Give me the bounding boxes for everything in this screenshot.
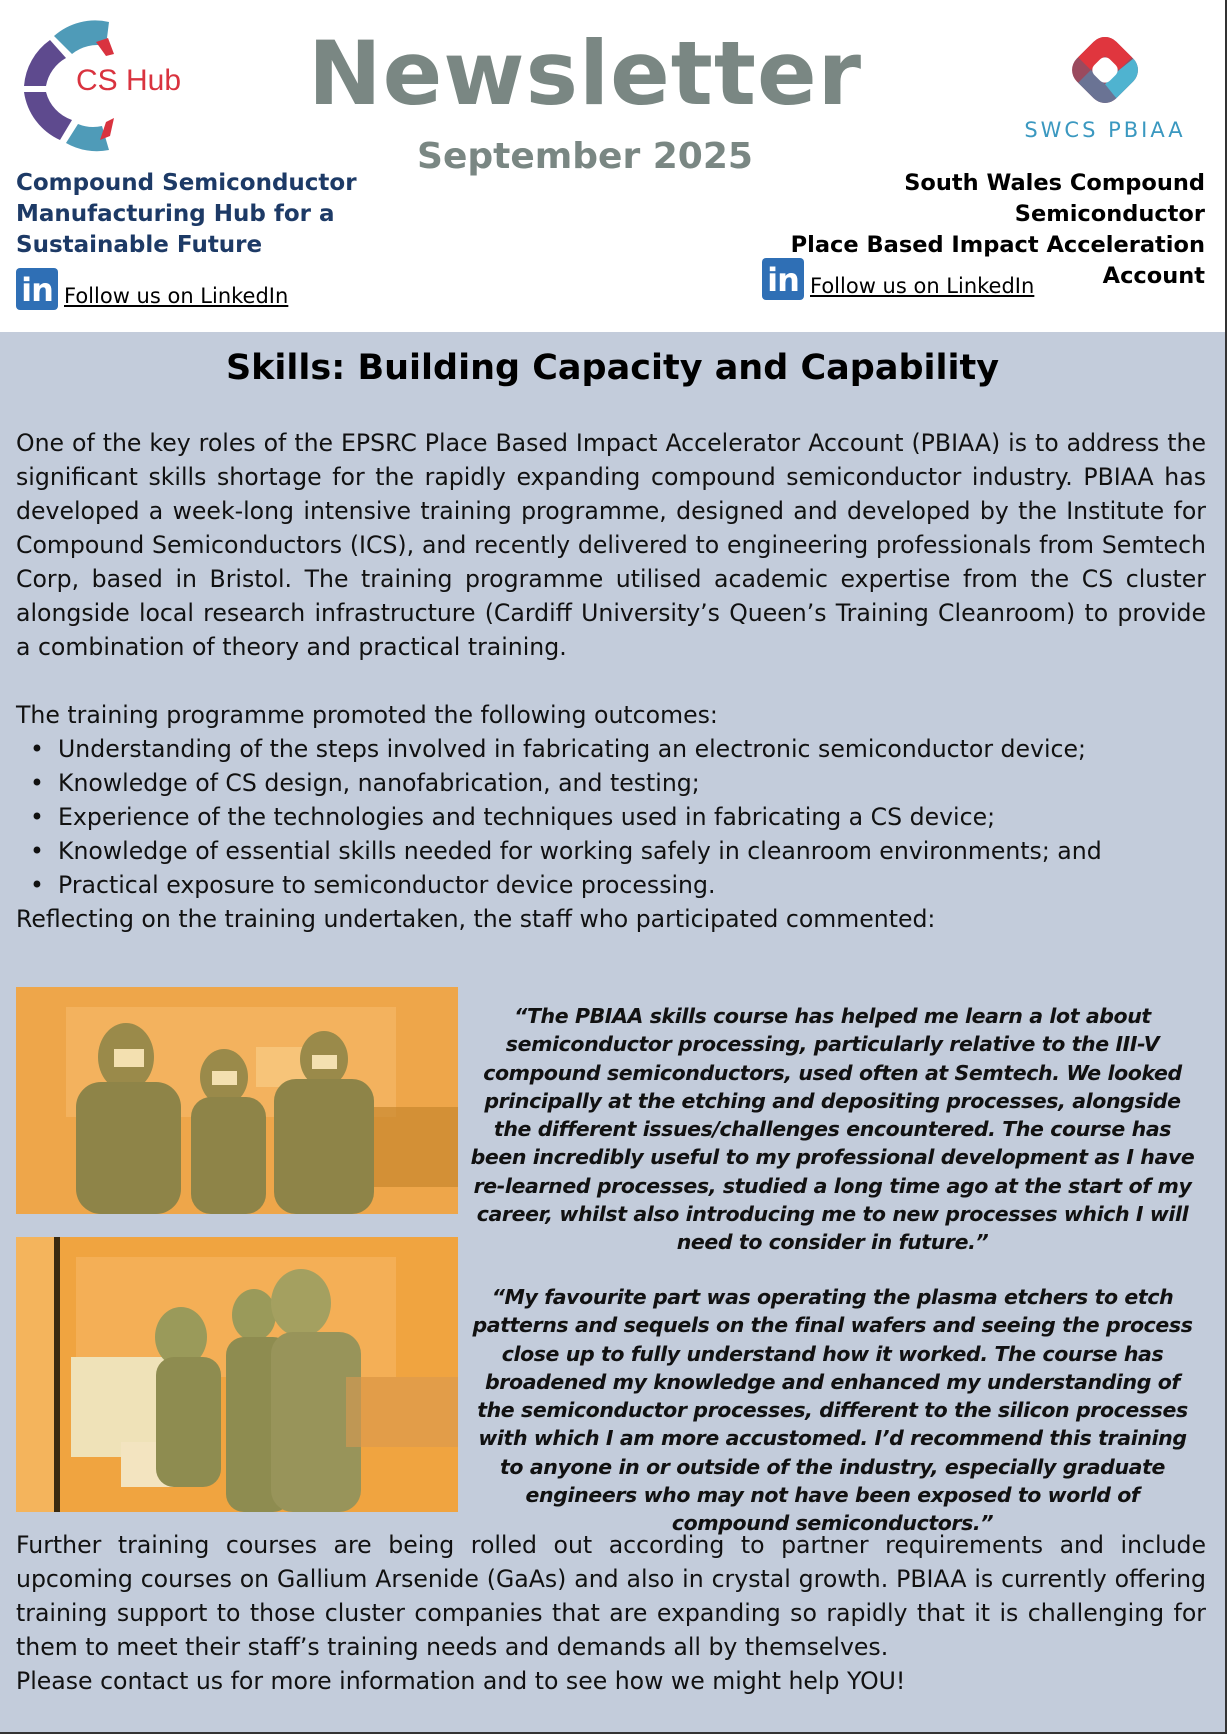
pbiaa-org-name-line: Account — [1102, 263, 1205, 289]
cs-hub-org-name: Compound Semiconductor Manufacturing Hub for a Sustainable Future — [16, 170, 357, 258]
outcomes-list — [16, 732, 1206, 902]
article-title: Skills: Building Capacity and Capability — [225, 348, 1000, 388]
cs-hub-linkedin-link[interactable] — [16, 268, 288, 310]
article-section — [0, 332, 1225, 1734]
cleanroom-photo-illustration — [16, 1237, 458, 1512]
reflection-intro: Reflecting on the training undertaken, the staff who participated commented: — [16, 905, 936, 933]
pbiaa-linkedin-link[interactable] — [762, 258, 1034, 300]
cs-hub-logo — [14, 16, 194, 156]
linkedin-icon: in — [16, 268, 58, 310]
outcome-item: • Experience of the technologies and techniques used in fabricating a CS device; — [16, 800, 1206, 834]
pbiaa-diamond-icon — [1060, 30, 1150, 110]
swcs-pbiaa-logo-text: SWCS PBIAA — [1024, 118, 1186, 142]
newsletter-date: September 2025 — [417, 136, 753, 177]
outcome-item: • Practical exposure to semiconductor device processing. — [16, 868, 1206, 902]
cleanroom-photo-group — [16, 987, 458, 1214]
article-intro-paragraph: One of the key roles of the EPSRC Place Based Impact Accelerator Account (PBIAA) is to address the significant skills shortage for the rapidly expanding compound semiconductor industry. PBIAA has developed a week-long intensive training programme, designed and developed by the Institute for Compound Semiconductors (ICS), and recently delivered to engineering professionals from Semtech Corp, based in Bristol. The training programme utilised academic expertise from the CS cluster alongside local research infrastructure (Cardiff University’s Queen’s Training Cleanroom) to provide a combination of theory and practical training. — [16, 429, 1206, 661]
outcome-item: • Knowledge of essential skills needed for working safely in cleanroom environments; and — [16, 834, 1206, 868]
contact-call-to-action: Please contact us for more information and to see how we might help YOU! — [16, 1667, 906, 1695]
outcome-item: • Knowledge of CS design, nanofabrication, and testing; — [16, 766, 1206, 800]
newsletter-title: Newsletter — [307, 22, 863, 125]
linkedin-link-label: Follow us on LinkedIn — [64, 284, 289, 308]
cleanroom-photo-microscope — [16, 1237, 458, 1512]
pbiaa-org-name-line: Place Based Impact Acceleration — [790, 232, 1205, 258]
linkedin-icon: in — [762, 258, 804, 300]
cleanroom-photo-illustration — [16, 987, 458, 1214]
outcome-item: • Understanding of the steps involved in fabricating an electronic semiconductor device; — [16, 732, 1206, 766]
pbiaa-org-name-line: South Wales Compound Semiconductor — [904, 170, 1205, 227]
testimonial-quote: “My favourite part was operating the plasma etchers to etch patterns and sequels on the final wafers and seeing the process close up to fully understand how it worked. The course has broadened my knowledge and enhanced my understanding of the semiconductor processes, different to the silicon processes with which I am more accustomed. I’d recommend this training to anyone in or outside of the industry, especially graduate engineers who may not have been exposed to world of compound semiconductors.” — [472, 1285, 1193, 1536]
newsletter-header — [0, 0, 1225, 332]
outcomes-intro: The training programme promoted the following outcomes: — [16, 701, 718, 729]
swcs-pbiaa-logo — [1060, 30, 1150, 110]
testimonial-quote: “The PBIAA skills course has helped me learn a lot about semiconductor processing, particularly relative to the III-V compound semiconductors, used often at Semtech. We looked principally at the etching and depositing processes, alongside the different issues/challenges encountered. The course has been incredibly useful to my professional development as I have re-learned processes, studied a long time ago at the start of my career, whilst also introducing me to new processes which I will need to consider in future.” — [470, 1004, 1195, 1255]
further-training-paragraph: Further training courses are being rolled out according to partner requirements and include upcoming courses on Gallium Arsenide (GaAs) and also in crystal growth. PBIAA is currently offering training support to those cluster companies that are expanding so rapidly that it is challenging for them to meet their staff’s training needs and demands all by themselves. — [16, 1531, 1206, 1661]
linkedin-link-label: Follow us on LinkedIn — [810, 274, 1035, 298]
cs-hub-logo-text: CS Hub — [76, 64, 182, 97]
